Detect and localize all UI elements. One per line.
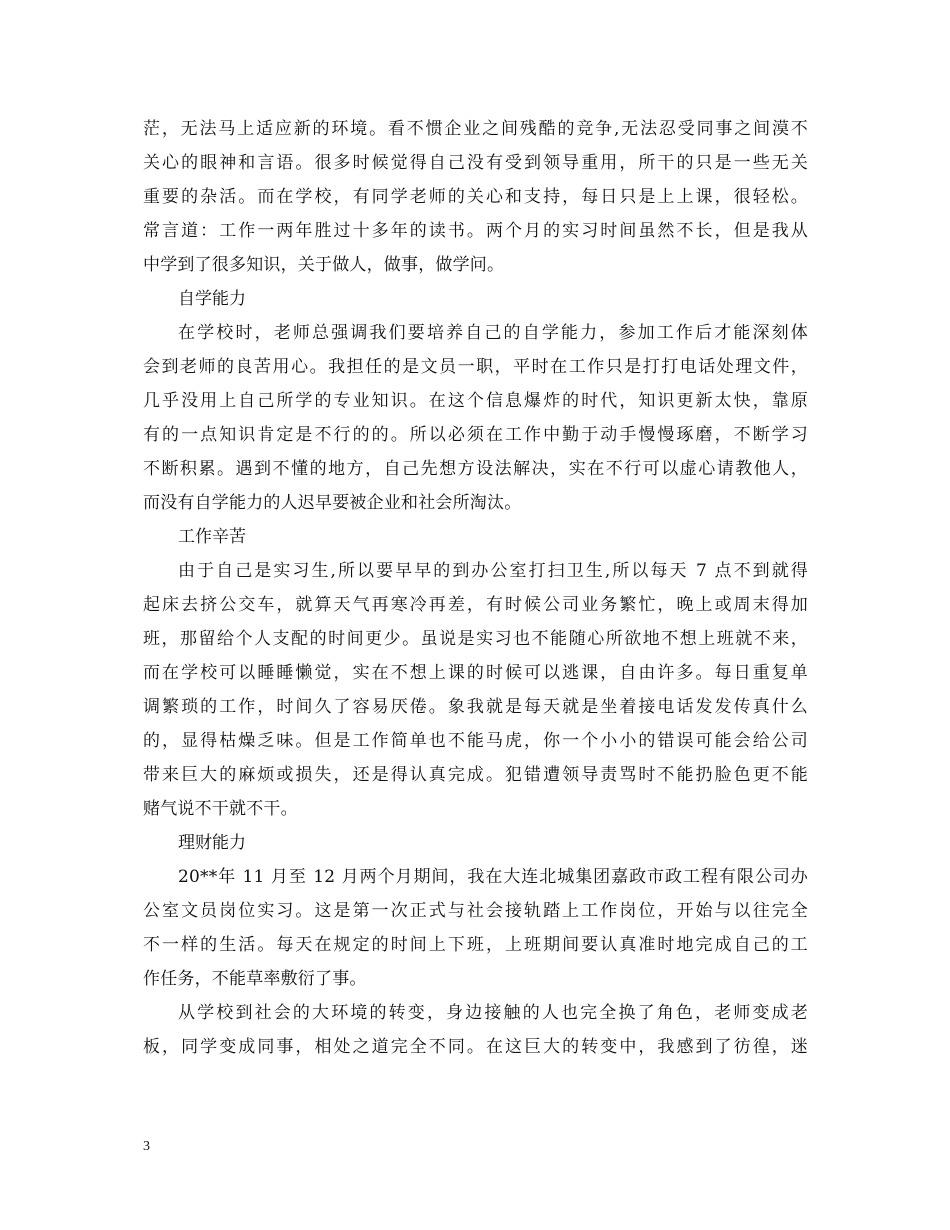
text-line: 由于自己是实习生,所以要早早的到办公室打扫卫生,所以每天 7 点不到就得 <box>178 561 808 581</box>
paragraph <box>143 860 808 996</box>
text-line: 关心的眼神和言语。很多时候觉得自己没有受到领导重用，所干的只是一些无关 <box>143 153 808 173</box>
text-line: 起床去挤公交车，就算天气再寒冷再差，有时候公司业务繁忙，晚上或周末得加 <box>143 595 808 615</box>
section-heading: 工作辛苦 <box>178 527 246 547</box>
section-heading: 自学能力 <box>178 289 246 309</box>
text-line: 调繁琐的工作，时间久了容易厌倦。象我就是每天就是坐着接电话发发传真什么 <box>143 697 808 717</box>
text-line: 公室文员岗位实习。这是第一次正式与社会接轨踏上工作岗位，开始与以往完全 <box>143 901 808 921</box>
text-line: 20**年 11 月至 12 月两个月期间，我在大连北城集团嘉政市政工程有限公司办 <box>178 867 808 887</box>
text-line: 带来巨大的麻烦或损失，还是得认真完成。犯错遭领导责骂时不能扔脸色更不能 <box>143 765 808 785</box>
paragraph <box>143 112 808 282</box>
text-line: 常言道：工作一两年胜过十多年的读书。两个月的实习时间虽然不长，但是我从 <box>143 221 808 241</box>
paragraph <box>143 554 808 826</box>
text-line: 班，那留给个人支配的时间更少。虽说是实习也不能随心所欲地不想上班就不来， <box>143 629 808 649</box>
text-line: 的，显得枯燥乏味。但是工作简单也不能马虎，你一个小小的错误可能会给公司 <box>143 731 808 751</box>
text-line: 不一样的生活。每天在规定的时间上下班，上班期间要认真准时地完成自己的工 <box>143 935 808 955</box>
text-line: 而在学校可以睡睡懒觉，实在不想上课的时候可以逃课，自由许多。每日重复单 <box>143 663 808 683</box>
text-line: 有的一点知识肯定是不行的的。所以必须在工作中勤于动手慢慢琢磨，不断学习 <box>143 425 808 445</box>
paragraph <box>143 996 808 1064</box>
text-line: 重要的杂活。而在学校，有同学老师的关心和支持，每日只是上上课，很轻松。 <box>143 187 808 207</box>
section-heading: 理财能力 <box>178 833 246 853</box>
text-line: 在学校时，老师总强调我们要培养自己的自学能力，参加工作后才能深刻体 <box>178 323 808 343</box>
document-body <box>143 112 808 1064</box>
text-line: 作任务，不能草率敷衍了事。 <box>143 969 367 989</box>
text-line: 从学校到社会的大环境的转变，身边接触的人也完全换了角色，老师变成老 <box>178 1003 808 1023</box>
text-line: 而没有自学能力的人迟早要被企业和社会所淘汰。 <box>143 493 522 513</box>
text-line: 茫，无法马上适应新的环境。看不惯企业之间残酷的竞争,无法忍受同事之间漠不 <box>143 119 808 139</box>
text-line: 板，同学变成同事，相处之道完全不同。在这巨大的转变中，我感到了彷徨，迷 <box>143 1037 808 1057</box>
text-line: 几乎没用上自己所学的专业知识。在这个信息爆炸的时代，知识更新太快，靠原 <box>143 391 808 411</box>
text-line: 中学到了很多知识，关于做人，做事，做学问。 <box>143 255 505 275</box>
text-line: 不断积累。遇到不懂的地方，自己先想方设法解决，实在不行可以虚心请教他人， <box>143 459 808 479</box>
page-number: 3 <box>143 1139 150 1154</box>
text-line: 会到老师的良苦用心。我担任的是文员一职，平时在工作只是打打电话处理文件， <box>143 357 808 377</box>
text-line: 赌气说不干就不干。 <box>143 799 298 819</box>
paragraph <box>143 316 808 520</box>
